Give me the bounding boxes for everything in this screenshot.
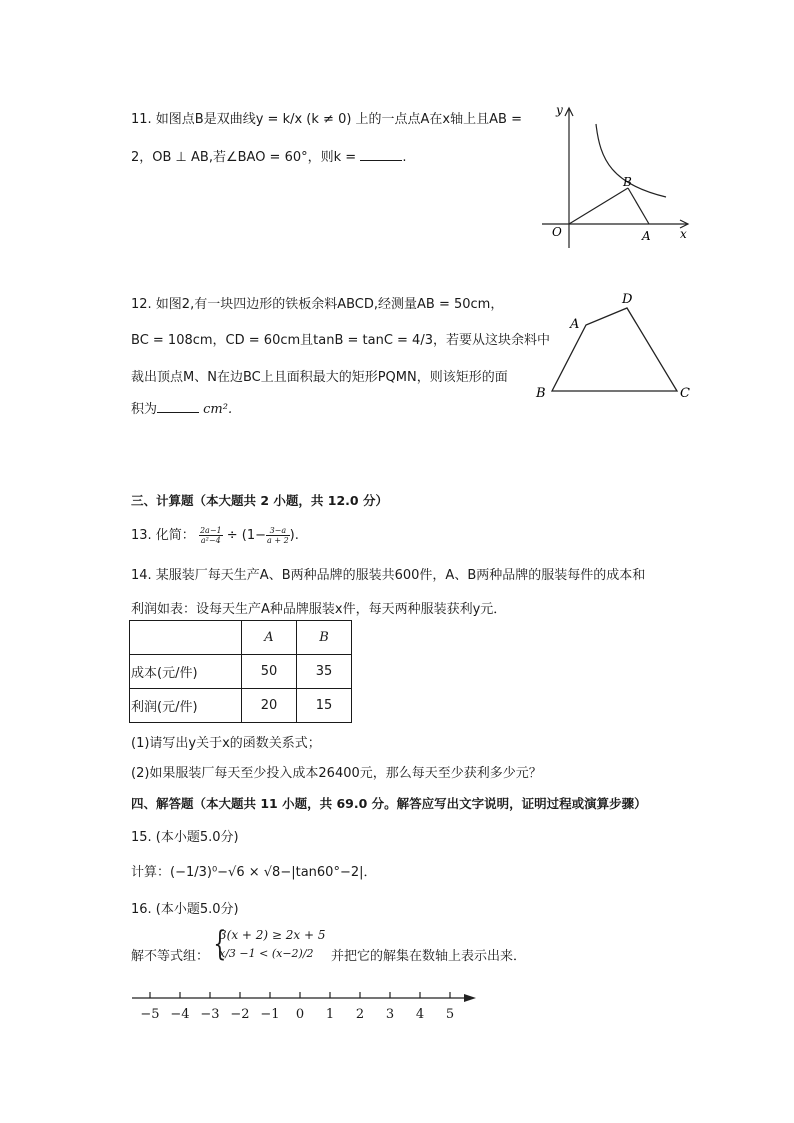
table-cell: 20 <box>242 689 297 723</box>
label-c: C <box>680 386 690 401</box>
q14-sub2: (2)如果服装厂每天至少投入成本26400元，那么每天至少获利多少元？ <box>131 766 542 781</box>
number-line-label: 0 <box>295 1007 305 1022</box>
table-cell: 50 <box>242 655 297 689</box>
q16-prefix: 解不等式组： <box>131 949 210 964</box>
q12-line1: 12. 如图2,有一块四边形的铁板余料ABCD,经测量AB = 50cm， <box>131 297 504 312</box>
number-line-label: 5 <box>445 1007 455 1022</box>
number-line-label: 4 <box>415 1007 425 1022</box>
number-line-label: 2 <box>355 1007 365 1022</box>
q13-prefix: 13. 化简： <box>131 528 195 543</box>
label-y: y <box>556 103 563 117</box>
label-a: A <box>642 229 651 243</box>
label-b: B <box>536 386 546 401</box>
table-cell: B <box>297 621 352 655</box>
q13-f1-den: a²−4 <box>200 536 221 545</box>
q15-head: 15. (本小题5.0分) <box>131 830 239 845</box>
table-cell: 利润(元/件) <box>130 689 242 723</box>
number-line-label: −2 <box>230 1007 250 1022</box>
table-cell: 成本(元/件) <box>130 655 242 689</box>
q12-line3: 裁出顶点M、N在边BC上且面积最大的矩形PQMN，则该矩形的面 <box>131 370 508 385</box>
q16-suffix: 并把它的解集在数轴上表示出来． <box>331 949 527 964</box>
number-line-label: 1 <box>325 1007 335 1022</box>
q13-fraction-2 <box>266 526 290 545</box>
label-d: D <box>622 292 633 307</box>
q13-f1-num: 2a−1 <box>199 526 222 535</box>
q13-end: ). <box>289 528 299 543</box>
label-o: O <box>552 225 562 239</box>
figure-quadrilateral <box>530 288 700 403</box>
q11-line1: 11. 如图点B是双曲线y = k/x (k ≠ 0) 上的一点点A在x轴上且AB = <box>131 112 522 127</box>
table-row <box>130 655 352 689</box>
q13-f2-den: a + 2 <box>267 536 289 545</box>
q16-brace: { <box>213 924 227 964</box>
q12-line2: BC = 108cm，CD = 60cm且tanB = tanC = 4/3，若要从这块余料中 <box>131 333 550 348</box>
q14-sub1: (1)请写出y关于x的函数关系式； <box>131 736 321 751</box>
q16-inequality-1: 3(x + 2) ≥ 2x + 5 <box>219 928 326 942</box>
table-header-row <box>130 621 352 655</box>
segment-ob <box>569 188 628 224</box>
q16-inequality-2: x/3 −1 < (x−2)/2 <box>219 947 314 960</box>
q11-answer-blank <box>360 149 402 161</box>
cost-profit-table <box>129 620 352 723</box>
q16-head: 16. (本小题5.0分) <box>131 902 239 917</box>
number-line-arrow <box>464 994 476 1002</box>
table-cell: 15 <box>297 689 352 723</box>
q11-line2-text: 2，OB ⊥ AB,若∠BAO = 60°，则k = <box>131 150 357 165</box>
q11-line2 <box>131 146 406 165</box>
table-cell <box>130 621 242 655</box>
q13 <box>131 524 299 545</box>
number-line-label: −1 <box>260 1007 280 1022</box>
number-line-label: 3 <box>385 1007 395 1022</box>
q15-body: 计算：(−1/3)⁰−√6 × √8−|tan60°−2|． <box>131 865 377 880</box>
number-line-label: −3 <box>200 1007 220 1022</box>
q13-fraction-1 <box>199 526 223 545</box>
section3-title: 三、计算题（本大题共 2 小题，共 12.0 分） <box>131 493 388 508</box>
q12-line4-text: 积为 <box>131 402 158 417</box>
q14-line1: 14. 某服装厂每天生产A、B两种品牌的服装共600件，A、B两种品牌的服装每件的成本和 <box>131 568 646 583</box>
q13-mid: ÷ (1− <box>222 528 267 543</box>
figure-hyperbola <box>540 100 700 255</box>
number-line-label: −4 <box>170 1007 190 1022</box>
number-line <box>130 988 480 1028</box>
q13-f2-num: 3−a <box>266 526 290 536</box>
q12-answer-blank <box>157 401 199 413</box>
label-a: A <box>570 317 580 332</box>
q11-line2-suffix: . <box>402 150 407 165</box>
table-row <box>130 689 352 723</box>
segment-ab <box>628 188 649 224</box>
table-cell: A <box>242 621 297 655</box>
table-cell: 35 <box>297 655 352 689</box>
q12-line4 <box>131 398 232 417</box>
label-b: B <box>623 175 632 189</box>
q14-line2: 利润如表：设每天生产A种品牌服装x件，每天两种服装获利y元． <box>131 602 507 617</box>
number-line-label: −5 <box>140 1007 160 1022</box>
label-x: x <box>680 227 687 241</box>
q12-unit: cm². <box>203 402 233 417</box>
section4-title: 四、解答题（本大题共 11 小题，共 69.0 分。解答应写出文字说明，证明过程或演算步骤） <box>131 796 647 811</box>
